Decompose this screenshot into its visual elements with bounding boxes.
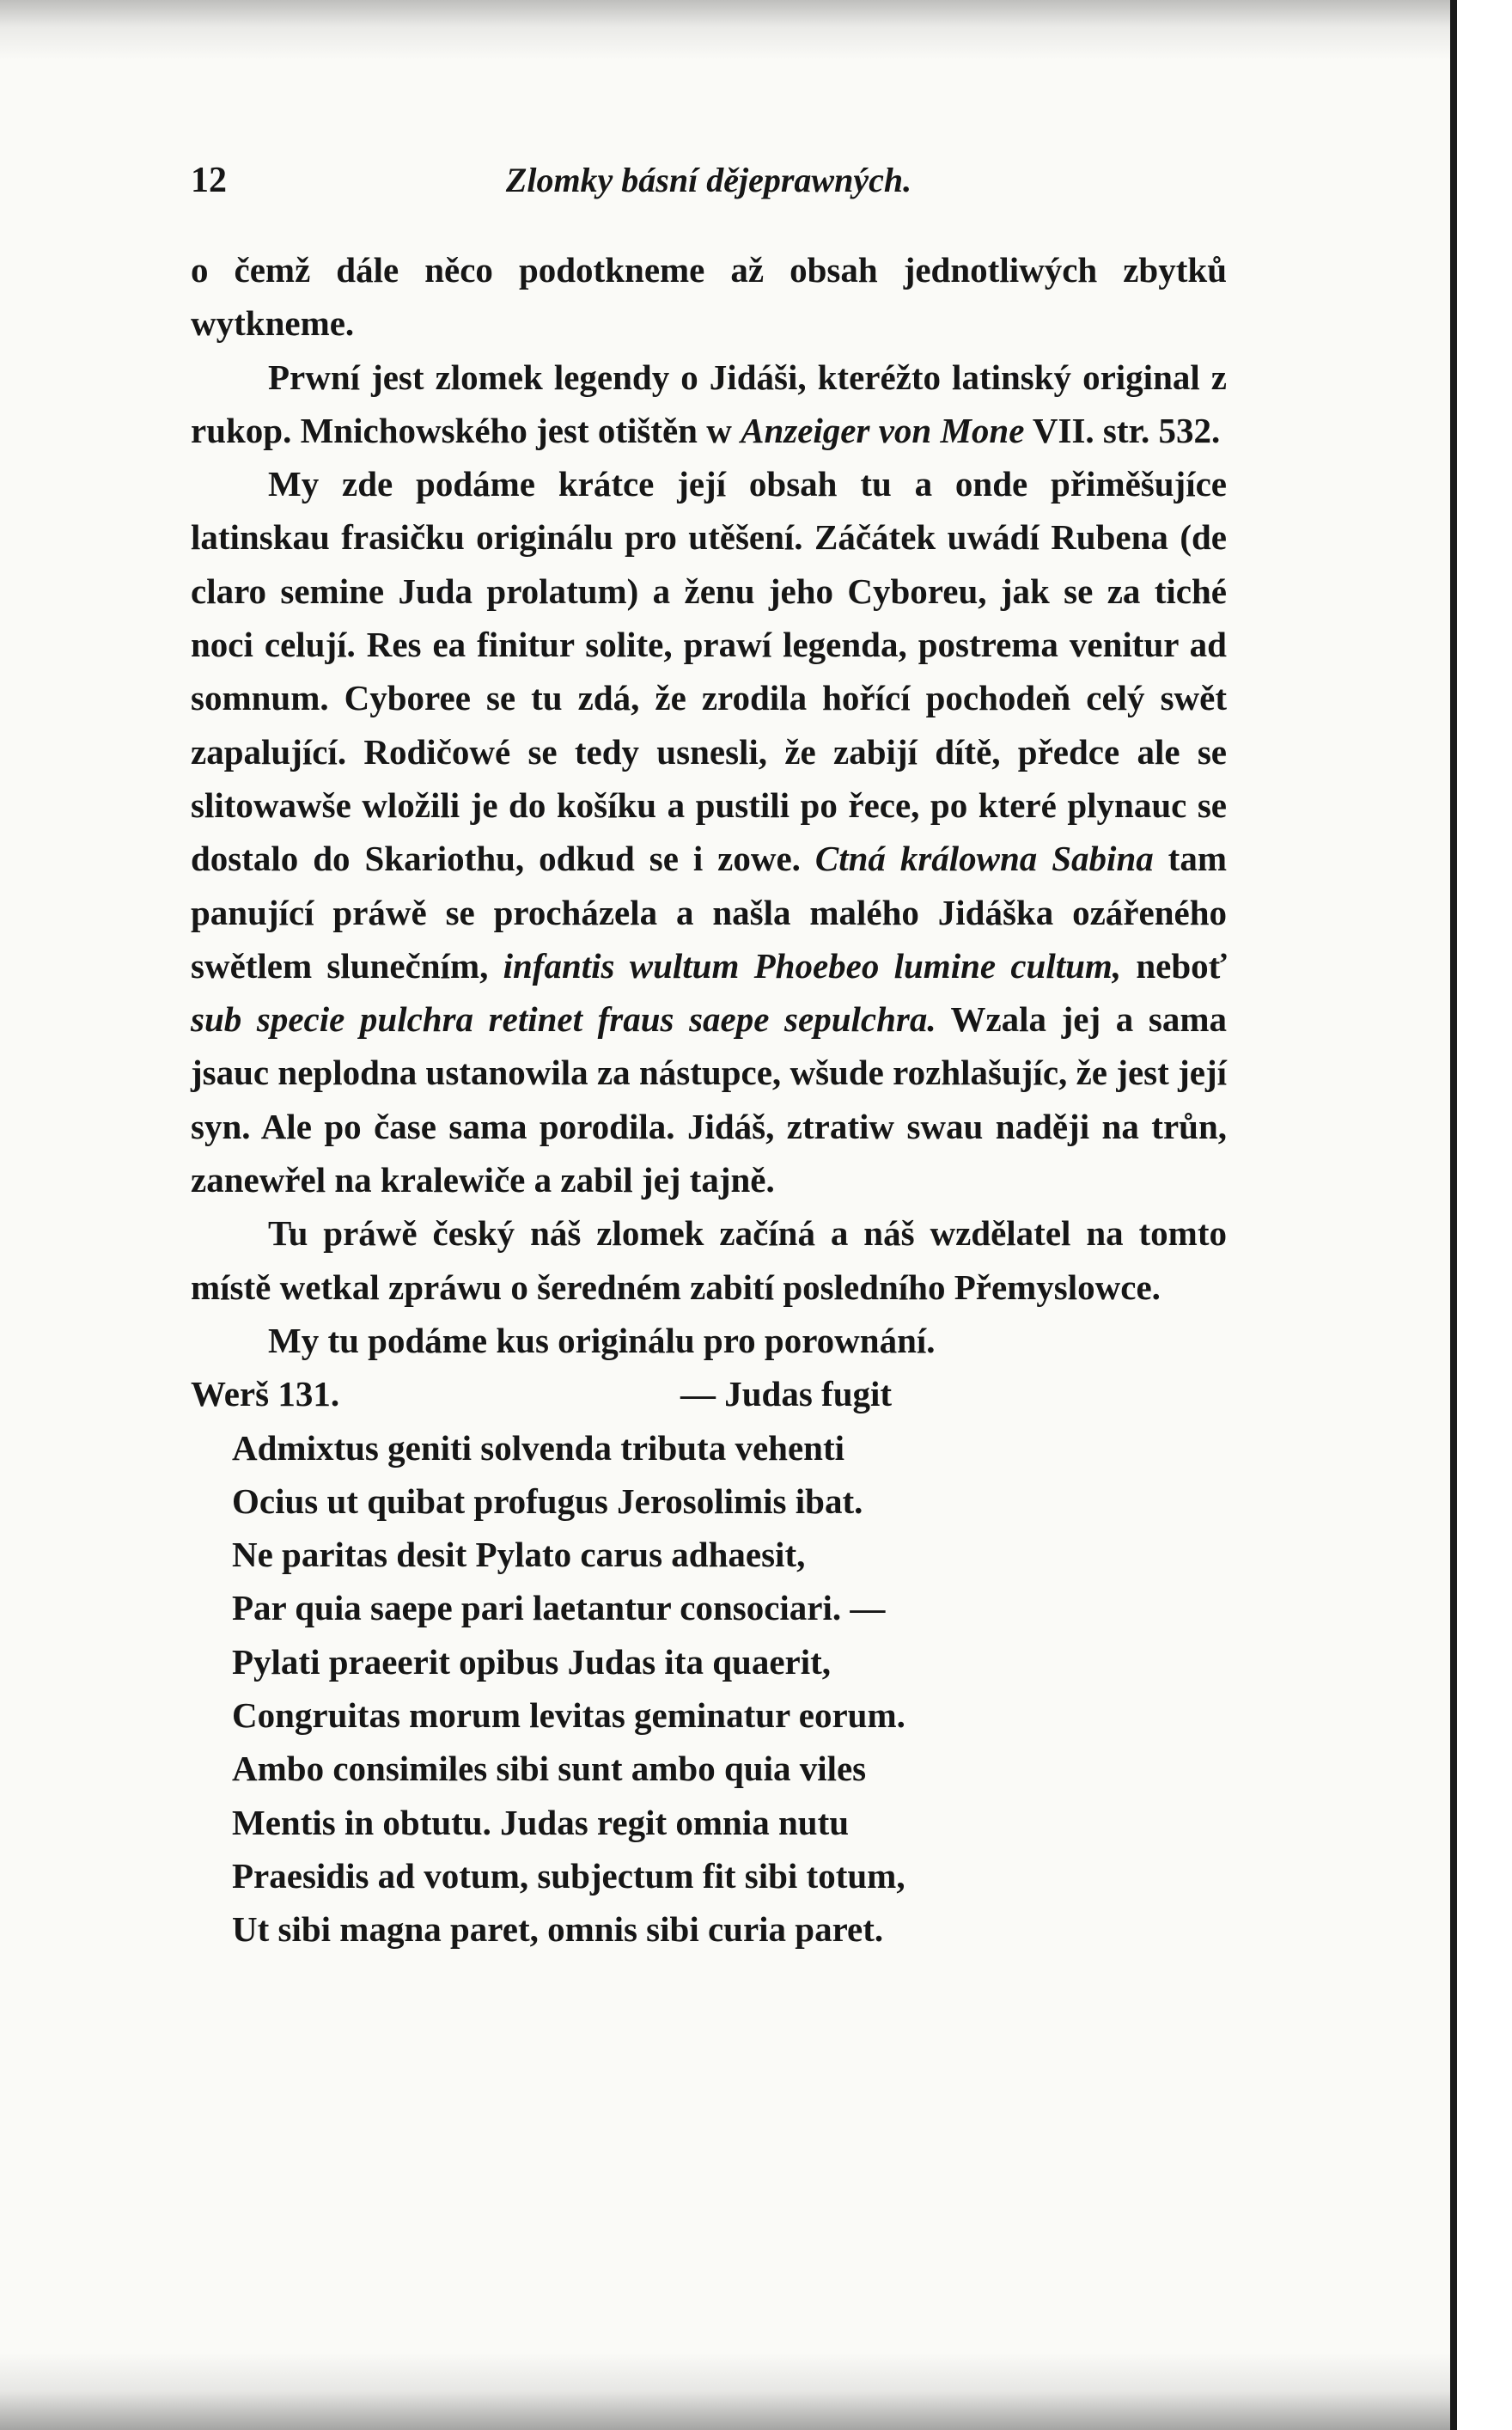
paragraph-2: Prwní jest zlomek legendy o Jidáši, kteréžto latinský original z rukop. Mnichowského jest otištěn w Anzeiger von Mone VII. str. 532. [191,357,1227,450]
verse-line: Praesidis ad votum, subjectum fit sibi totum, [232,1855,905,1896]
verse-block [191,1421,1227,1957]
scan-margin [1457,0,1512,2430]
running-title: Zlomky básní dějeprawných. [505,161,912,199]
page-number: 12 [191,161,227,200]
paragraph-1: o čemž dále něco podotkneme až obsah jednotliwých zbytků wytkneme. [191,250,1227,344]
verse-line: Mentis in obtutu. Judas regit omnia nutu [232,1802,850,1842]
verse-heading [191,1367,1227,1420]
verse-line: Congruitas morum levitas geminatur eorum. [232,1695,905,1736]
paragraph-4: Tu práwě český náš zlomek začíná a náš wzdělatel na tomto místě wetkal zpráwu o šeredném zabití posledního Přemyslowce. [191,1213,1227,1307]
page-edge [1450,0,1457,2430]
paragraph-5: My tu podáme kus originálu pro porownání. [268,1320,936,1360]
scan-shadow-bottom [0,2353,1450,2430]
verse-line: Ocius ut quibat profugus Jerosolimis ibat. [232,1481,863,1521]
verse-line: Ambo consimiles sibi sunt ambo quia viles [232,1749,867,1789]
latin-quote: sub specie pulchra retinet fraus saepe sepulchra. [191,999,936,1040]
paragraph-3: My zde podáme krátce její obsah tu a onde přiměšujíce latinskau frasičku originálu pro utěšení. Záčátek uwádí Rubena (de claro semine Juda prolatum) a ženu jeho Cyboreu, jak se za tiché noci celují. Res ea finitur solite, prawí legenda, postrema venitur ad somnum. Cyboree se tu zdá, že zrodila hořící pochodeň celý swět zapalující. Rodičowé se tedy usnesli, že zabijí dítě, předce ale se slitowawše wložili je do košíku a pustili po řece, po které plynauc se dostalo do Skariothu, odkud se i zowe. Ctná králowna Sabina tam panující práwě se procházela a našla malého Jidáška ozářeného swětlem slunečním, infantis wultum Phoebeo lumine cultum, neboť sub specie pulchra retinet fraus saepe sepulchra. Wzala jej a sama jsauc neplodna ustanowila za nástupce, wšude rozhlašujíc, že jest její syn. Ale po čase sama porodila. Jidáš, ztratiw swau naději na trůn, zanewřel na kralewiče a zabil jej tajně. [191,464,1227,1200]
verse-label: Werš 131. [191,1374,340,1414]
verse-line: Pylati praeerit opibus Judas ita quaerit, [232,1641,832,1682]
italic-phrase: Ctná králowna Sabina [814,839,1154,879]
verse-line: Ne paritas desit Pylato carus adhaesit, [232,1535,806,1575]
body-text [191,243,1227,1957]
scan-shadow-top [0,0,1450,60]
verse-first-fragment: — Judas fugit [680,1374,893,1414]
latin-quote: infantis wultum Phoebeo lumine cultum, [503,945,1122,986]
verse-line: Ut sibi magna paret, omnis sibi curia paret. [232,1909,884,1950]
verse-line: Par quia saepe pari laetantur consociari. — [232,1588,886,1628]
page-header [191,160,1227,211]
source-title: Anzeiger von Mone [741,410,1025,450]
verse-line: Admixtus geniti solvenda tributa vehenti [232,1427,844,1468]
